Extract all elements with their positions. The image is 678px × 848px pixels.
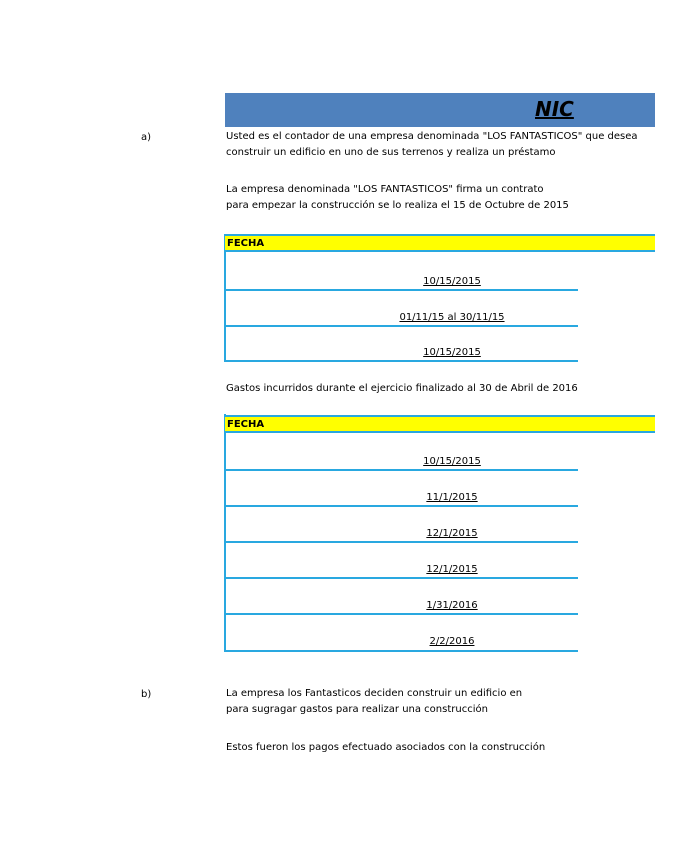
cell-text: 01/11/15 al 30/11/15 (399, 312, 505, 323)
cell-text: 10/15/2015 (423, 456, 481, 467)
table2-row-divider (224, 577, 578, 579)
table1-row-divider (224, 325, 578, 327)
page-title: NIC (535, 97, 574, 121)
cell-text: 12/1/2015 (426, 528, 478, 539)
paragraph-line: Usted es el contador de una empresa denominada "LOS FANTASTICOS" que desea (226, 131, 638, 142)
table1-left-border (224, 234, 226, 362)
paragraph-line: construir un edificio en uno de sus terrenos y realiza un préstamo (226, 147, 556, 158)
table2-cell-date (226, 528, 678, 539)
table2-row-divider (224, 469, 578, 471)
table2-header-row (225, 415, 655, 433)
table2-row-divider (224, 650, 578, 652)
section-a-label: a) (141, 132, 152, 143)
cell-text: 2/2/2016 (429, 636, 475, 647)
paragraph-line: La empresa los Fantasticos deciden construir un edificio en (226, 688, 523, 699)
cell-text: 1/31/2016 (426, 600, 478, 611)
table2-row-divider (224, 613, 578, 615)
paragraph-line: para empezar la construcción se lo realiza el 15 de Octubre de 2015 (226, 200, 569, 211)
section-a-paragraph-1 (226, 129, 638, 161)
table2-cell-date (226, 600, 678, 611)
paragraph-line: La empresa denominada "LOS FANTASTICOS" firma un contrato (226, 184, 544, 195)
table2-cell-date (226, 456, 678, 467)
section-b-label: b) (141, 689, 152, 700)
table2-row-divider (224, 505, 578, 507)
paragraph-line: para sugragar gastos para realizar una construcción (226, 704, 488, 715)
table1-row-divider (224, 360, 578, 362)
section-b-paragraph-2: Estos fueron los pagos efectuado asociados con la construcción (226, 742, 546, 753)
cell-text: 11/1/2015 (426, 492, 478, 503)
table1-header-row (225, 234, 655, 252)
gastos-paragraph: Gastos incurridos durante el ejercicio finalizado al 30 de Abril de 2016 (226, 383, 578, 394)
table1-header-fecha: FECHA (227, 238, 265, 249)
table2-row-divider (224, 541, 578, 543)
cell-text: 10/15/2015 (423, 276, 481, 287)
table1-cell-date (226, 347, 678, 358)
table2-cell-date (226, 636, 678, 647)
section-a-paragraph-2 (226, 182, 569, 214)
section-b-paragraph-1 (226, 686, 522, 718)
cell-text: 12/1/2015 (426, 564, 478, 575)
table2-cell-date (226, 492, 678, 503)
table1-cell-date (226, 312, 678, 323)
table1-row-divider (224, 289, 578, 291)
table2-header-fecha: FECHA (227, 419, 265, 430)
table1-cell-date (226, 276, 678, 287)
cell-text: 10/15/2015 (423, 347, 481, 358)
table2-cell-date (226, 564, 678, 575)
